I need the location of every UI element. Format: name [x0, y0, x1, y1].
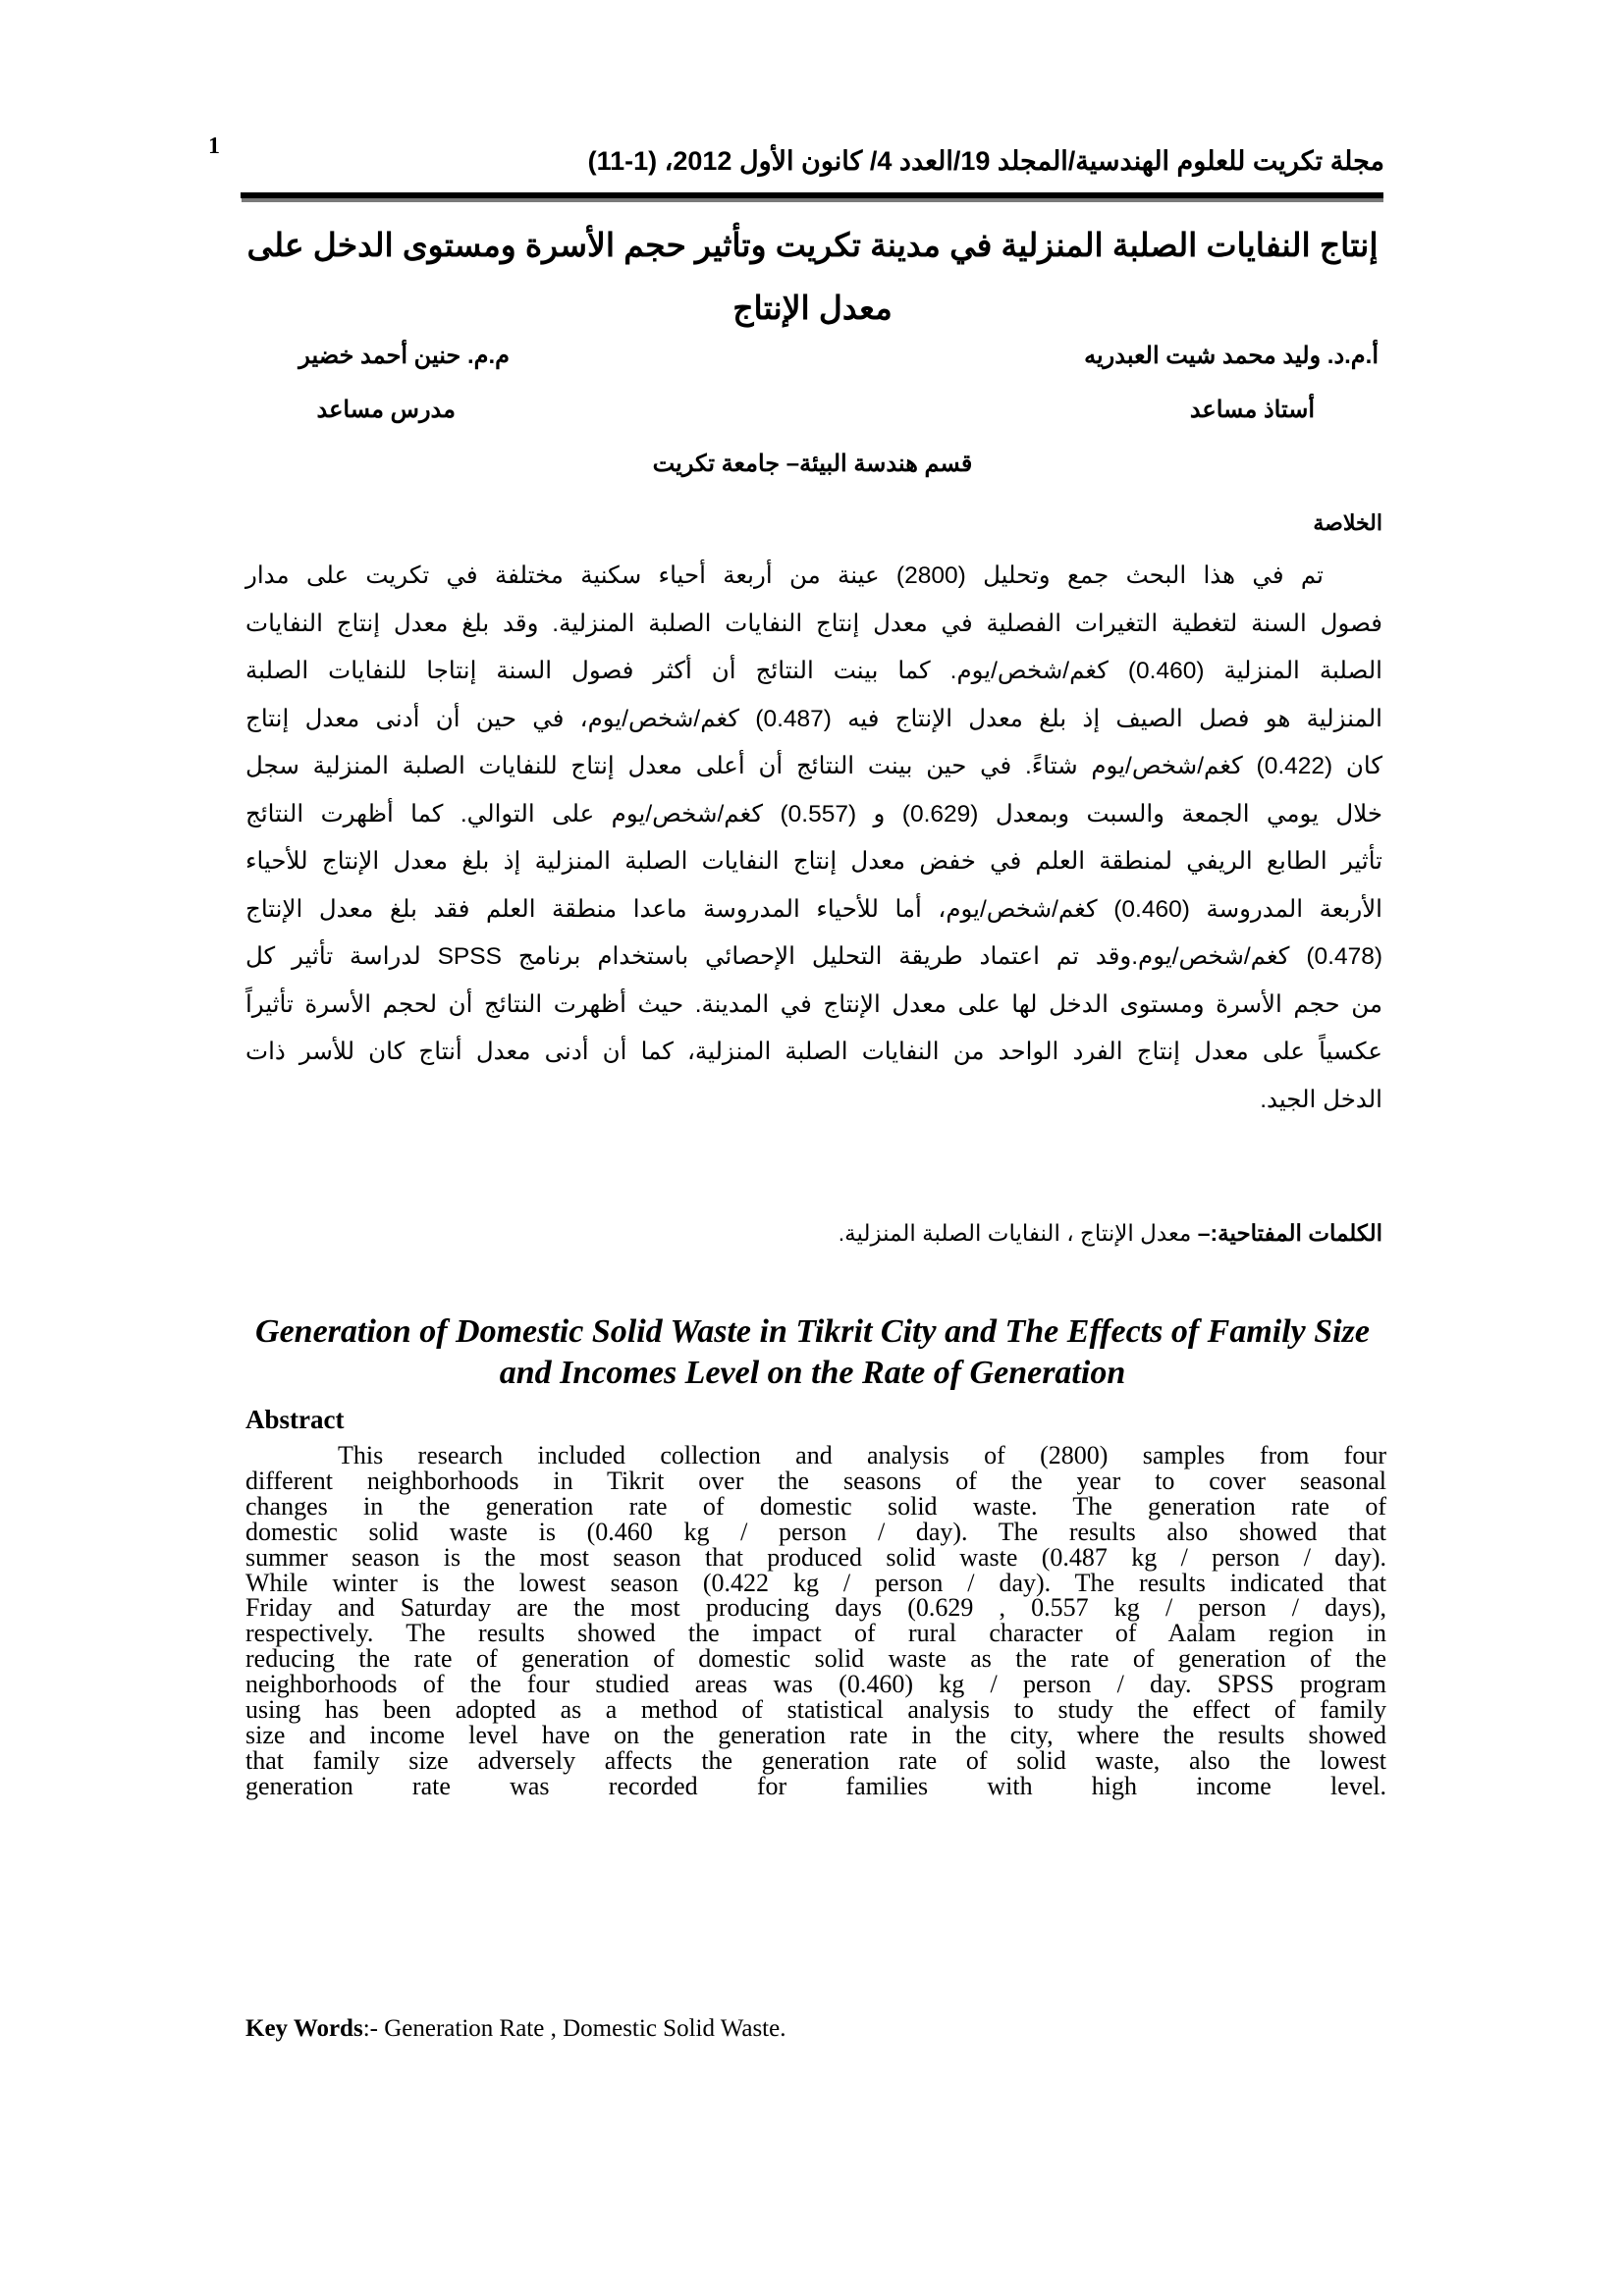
english-abstract-line: using has been adopted as a method of statistical analysis to study the effect of family [245, 1695, 1386, 1725]
arabic-abstract-line: تأثير الطابع الريفي لمنطقة العلم في خفض معدل إنتاج النفايات الصلبة المنزلية إذ بلغ معدل الإنتاج للأحياء [245, 848, 1382, 875]
arabic-abstract [245, 553, 1382, 1124]
english-abstract-line: size and income level have on the generation rate in the city, where the results showed [245, 1720, 1386, 1749]
arabic-abstract-line: كان (0.422) كغم/شخص/يوم شتاءً. في حين بينت النتائج أن أعلى معدل إنتاج للنفايات الصلبة المنزلية سجل [245, 753, 1382, 779]
english-abstract-line: that family size adversely affects the generation rate of solid waste, also the lowest [245, 1745, 1386, 1775]
english-abstract-line: While winter is the lowest season (0.422 kg / person / day). The results indicated that [245, 1568, 1386, 1597]
english-abstract-line: summer season is the most season that produced solid waste (0.487 kg / person / day). [245, 1542, 1386, 1572]
english-abstract [245, 1443, 1386, 1799]
arabic-abstract-line: الصلبة المنزلية (0.460) كغم/شخص/يوم. كما بينت النتائج أن أكثر فصول السنة إنتاجا للنفايات الصلبة [245, 658, 1382, 684]
arabic-abstract-line: تم في هذا البحث جمع وتحليل (2800) عينة من أربعة أحياء سكنية مختلفة في تكريت على مدار [245, 562, 1324, 589]
english-abstract-line: different neighborhoods in Tikrit over the seasons of the year to cover seasonal [245, 1466, 1386, 1495]
arabic-abstract-line: خلال يومي الجمعة والسبت وبمعدل (0.629) و (0.557) كغم/شخص/يوم على التوالي. كما أظهرت النتائج [245, 800, 1382, 828]
arabic-abstract-line: عكسياً على معدل إنتاج الفرد الواحد من النفايات الصلبة المنزلية، كما أن أدنى معدل أنتاج كان للأسر ذات [245, 1039, 1382, 1065]
arabic-title: إنتاج النفايات الصلبة المنزلية في مدينة تكريت وتأثير حجم الأسرة ومستوى الدخل على معدل الإنتاج [246, 227, 1379, 326]
english-keywords-label: Key Words [245, 2015, 363, 2042]
english-keywords-text: :- Generation Rate , Domestic Solid Waste. [362, 2015, 786, 2042]
page-number: 1 [208, 133, 220, 159]
english-keywords [245, 2014, 785, 2044]
arabic-abstract-line: الأربعة المدروسة (0.460) كغم/شخص/يوم، أما للأحياء المدروسة ماعدا منطقة العلم فقد بلغ معدل الإنتاج [245, 895, 1382, 923]
header-rule-shadow [242, 198, 1383, 202]
author-1-name: أ.م.د. وليد محمد شيت العبدريه [1084, 343, 1379, 369]
author-2-role: مدرس مساعد [316, 397, 456, 423]
arabic-keywords-text: معدل الإنتاج ، النفايات الصلبة المنزلية. [838, 1220, 1198, 1246]
english-abstract-line: reducing the rate of generation of domestic solid waste as the rate of generation of the [245, 1644, 1386, 1674]
arabic-keywords-label: الكلمات المفتاحية:– [1197, 1220, 1382, 1246]
affiliation: قسم هندسة البيئة– جامعة تكريت [652, 451, 973, 477]
arabic-abstract-line: فصول السنة لتغطية التغيرات الفصلية في معدل إنتاج النفايات الصلبة المنزلية. وقد بلغ معدل إنتاج النفايات [245, 610, 1382, 637]
english-abstract-line: This research included collection and analysis of (2800) samples from four [338, 1441, 1386, 1469]
author-2-name: م.م. حنين أحمد خضير [298, 343, 510, 369]
arabic-abstract-line: الدخل الجيد. [1260, 1086, 1382, 1113]
english-abstract-line: changes in the generation rate of domestic solid waste. The generation rate of [245, 1491, 1386, 1521]
arabic-abstract-line: من حجم الأسرة ومستوى الدخل لها على معدل الإنتاج في المدينة. حيث أظهرت النتائج أن لحجم الأسرة تأثيراً [245, 990, 1382, 1018]
journal-header: مجلة تكريت للعلوم الهندسية/المجلد 19/العدد 4/ كانون الأول 2012، (1-11) [587, 146, 1384, 176]
english-abstract-line: domestic solid waste is (0.460 kg / person / day). The results also showed that [245, 1517, 1386, 1546]
arabic-keywords [839, 1217, 1382, 1249]
english-abstract-line: neighborhoods of the four studied areas was (0.460) kg / person / day. SPSS program [245, 1670, 1386, 1699]
english-abstract-line: respectively. The results showed the impact of rural character of Aalam region in [245, 1619, 1386, 1648]
arabic-abstract-line: (0.478) كغم/شخص/يوم.وقد تم اعتماد طريقة التحليل الإحصائي باستخدام برنامج SPSS لدراسة تأثير كل [245, 943, 1383, 970]
english-title: Generation of Domestic Solid Waste in Tikrit City and The Effects of Family Size and Incomes Level on the Rate of Generation [255, 1313, 1370, 1391]
arabic-abstract-heading: الخلاصة [1313, 510, 1382, 535]
english-abstract-line: Friday and Saturday are the most producing days (0.629 , 0.557 kg / person / days), [245, 1593, 1386, 1623]
english-abstract-heading: Abstract [245, 1405, 345, 1434]
english-abstract-line: generation rate was recorded for families with high income level. [245, 1771, 1386, 1800]
arabic-abstract-line: المنزلية هو فصل الصيف إذ بلغ معدل الإنتاج فيه (0.487) كغم/شخص/يوم، في حين أن أدنى معدل إنتاج [245, 705, 1382, 732]
author-1-role: أستاذ مساعد [1189, 397, 1315, 423]
